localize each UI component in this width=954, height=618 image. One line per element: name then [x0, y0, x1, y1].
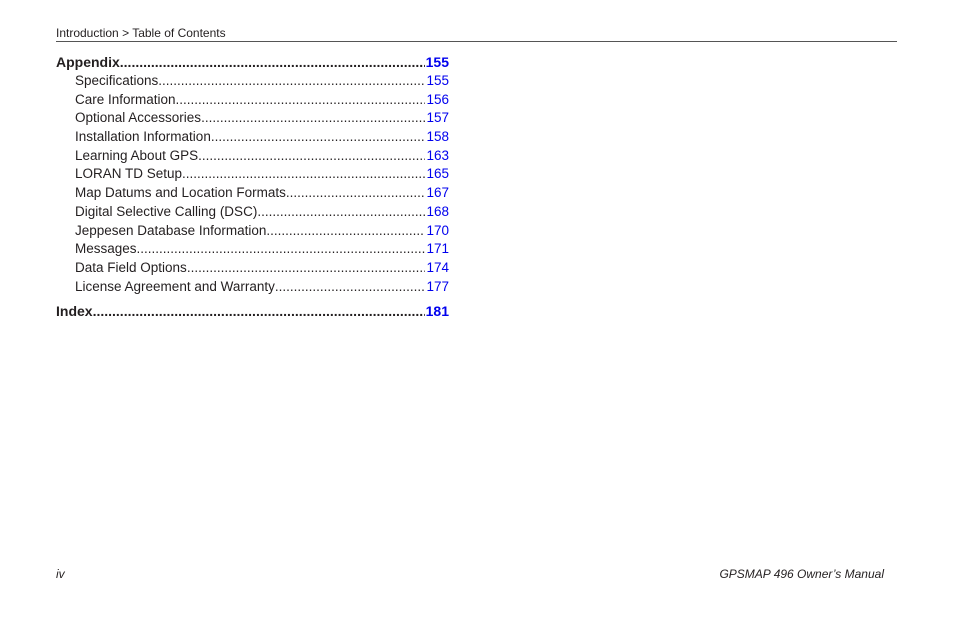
- toc-subentry: [56, 165, 449, 184]
- toc-subentry-title: Care Information: [75, 91, 176, 107]
- toc-subentry: [56, 72, 449, 91]
- dot-leader: [266, 222, 425, 241]
- dot-leader: [275, 278, 426, 297]
- toc-subentry: [56, 278, 449, 297]
- toc-subentry-title: Jeppesen Database Information: [75, 222, 267, 238]
- toc-page-link[interactable]: 170: [426, 222, 449, 238]
- toc-page-link[interactable]: 181: [425, 303, 449, 320]
- dot-leader: [201, 109, 425, 128]
- toc-page-link[interactable]: 177: [426, 278, 449, 294]
- toc-page-link[interactable]: 155: [426, 73, 449, 88]
- toc-page-link[interactable]: 165: [426, 166, 449, 182]
- toc-page-link[interactable]: 163: [426, 147, 449, 163]
- toc-page-link[interactable]: 174: [426, 259, 449, 275]
- toc-page-link[interactable]: 158: [426, 129, 449, 145]
- table-of-contents: [56, 53, 449, 321]
- dot-leader: [93, 302, 425, 321]
- toc-subentry: [56, 91, 449, 110]
- breadcrumb-separator: >: [122, 26, 130, 40]
- toc-subentry: [56, 184, 449, 203]
- toc-subentry-title: License Agreement and Warranty: [75, 278, 275, 294]
- toc-subentry-title: Installation Information: [75, 129, 211, 145]
- toc-subentry-title: Messages: [75, 241, 137, 257]
- breadcrumb-page: Table of Contents: [132, 26, 226, 40]
- toc-subentry-title: Digital Selective Calling (DSC): [75, 203, 258, 219]
- dot-leader: [137, 240, 426, 259]
- header-divider: [56, 41, 897, 42]
- toc-page-link[interactable]: 157: [426, 110, 449, 126]
- toc-entry-title: Appendix: [56, 54, 120, 70]
- toc-subentry-title: Map Datums and Location Formats: [75, 185, 286, 201]
- toc-subentry-title: LORAN TD Setup: [75, 166, 183, 182]
- toc-subentry: [56, 259, 449, 278]
- appendix-subentries: [56, 72, 449, 296]
- dot-leader: [158, 72, 425, 91]
- toc-subentry: [56, 147, 449, 166]
- toc-entry-title: Index: [56, 303, 93, 320]
- running-header: [56, 26, 226, 40]
- dot-leader: [211, 128, 426, 147]
- toc-subentry-title: Optional Accessories: [75, 110, 202, 126]
- dot-leader: [182, 165, 425, 184]
- dot-leader: [187, 259, 426, 278]
- toc-page-link[interactable]: 168: [426, 203, 449, 219]
- breadcrumb-section: Introduction: [56, 26, 119, 40]
- toc-subentry: [56, 203, 449, 222]
- toc-subentry: [56, 240, 449, 259]
- toc-subentry-title: Data Field Options: [75, 259, 187, 275]
- dot-leader: [198, 147, 425, 166]
- toc-subentry: [56, 109, 449, 128]
- toc-page-link[interactable]: 156: [426, 91, 449, 107]
- toc-page-link[interactable]: 171: [426, 241, 449, 257]
- dot-leader: [120, 53, 425, 72]
- toc-subentry: [56, 222, 449, 241]
- dot-leader: [257, 203, 425, 222]
- toc-subentry: [56, 128, 449, 147]
- page-number: iv: [56, 567, 65, 581]
- toc-entry-index: [56, 302, 449, 321]
- toc-page-link[interactable]: 167: [426, 185, 449, 201]
- dot-leader: [286, 184, 426, 203]
- manual-title: GPSMAP 496 Owner’s Manual: [719, 567, 884, 581]
- toc-subentry-title: Learning About GPS: [75, 147, 199, 163]
- dot-leader: [176, 91, 426, 110]
- toc-page-link[interactable]: 155: [425, 54, 449, 70]
- toc-subentry-title: Specifications: [75, 73, 159, 88]
- toc-entry-appendix: [56, 53, 449, 72]
